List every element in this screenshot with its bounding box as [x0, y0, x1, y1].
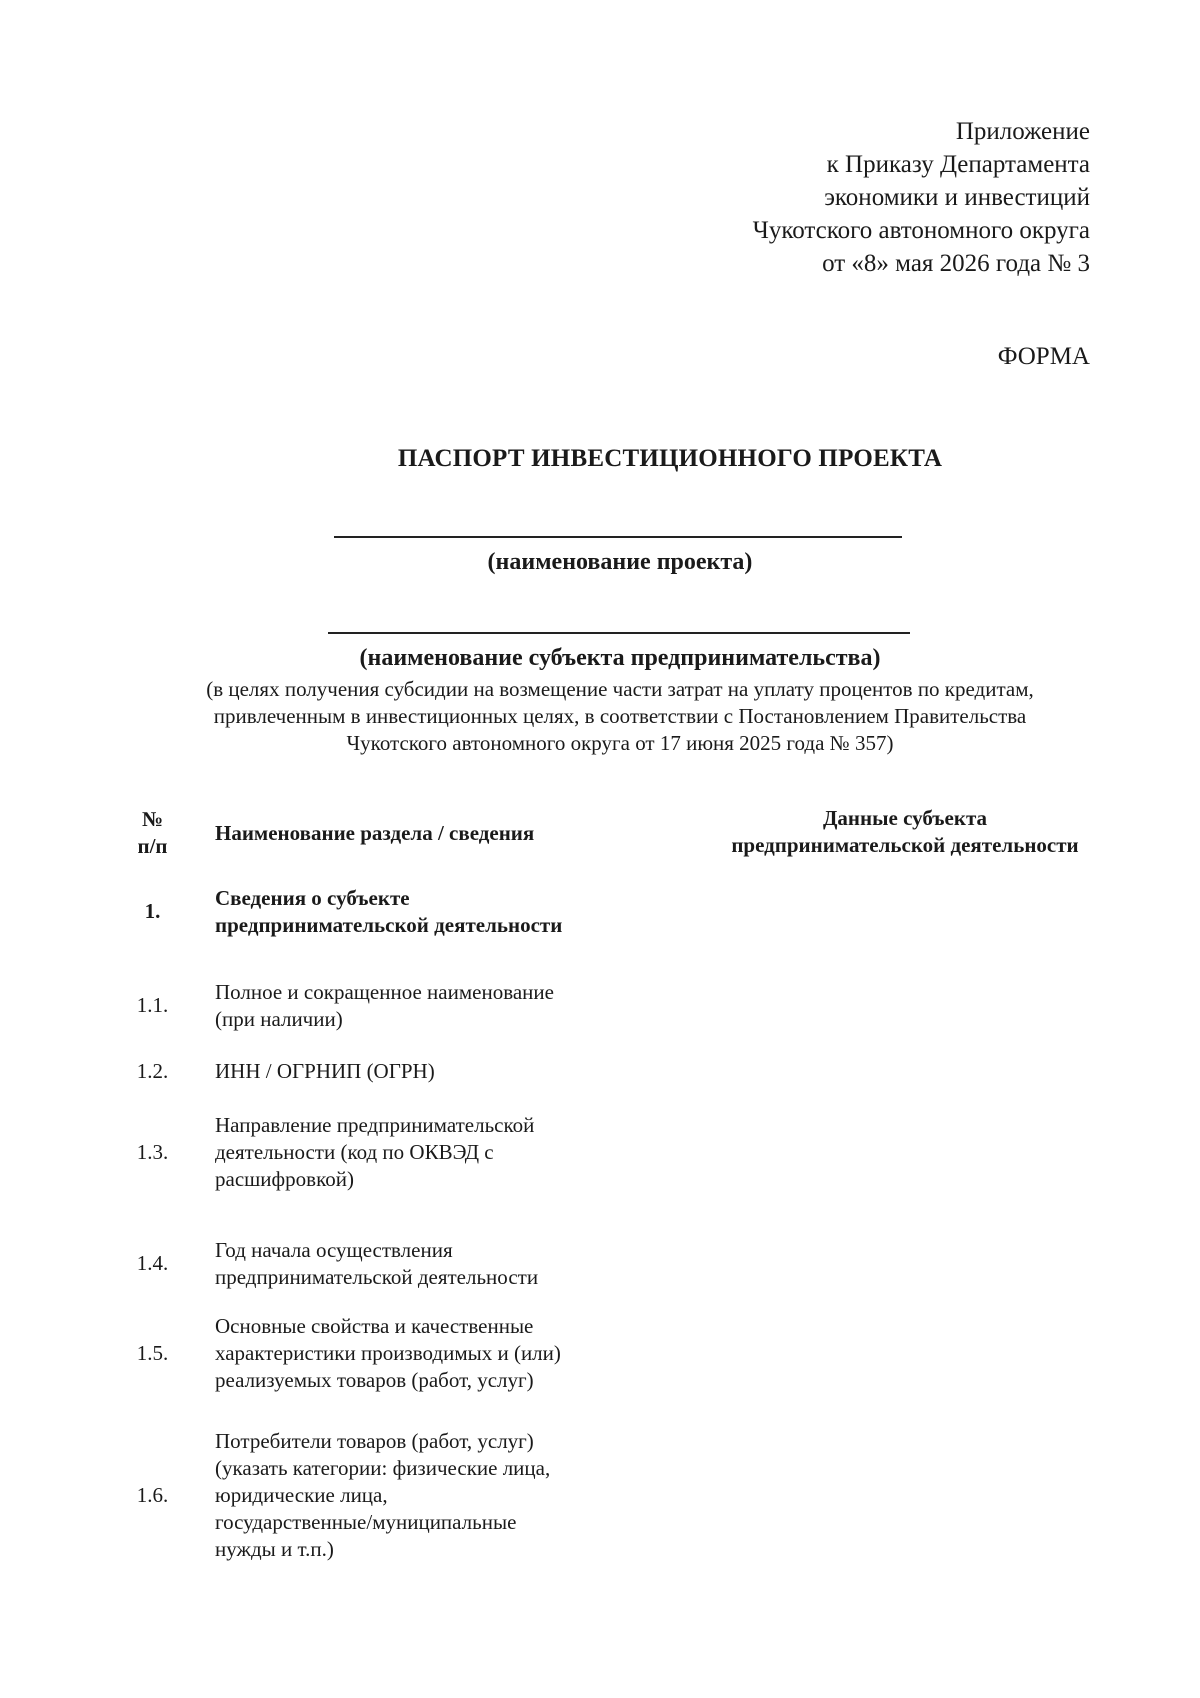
header-number-abbrev: п/п: [137, 834, 168, 858]
appendix-block: [753, 115, 1090, 280]
row-label: [215, 1112, 635, 1193]
row-label-line: Основные свойства и качественные: [215, 1314, 534, 1338]
purpose-note-line: Чукотского автономного округа от 17 июня 2025 года № 357): [346, 731, 894, 755]
purpose-note-line: привлеченным в инвестиционных целях, в соответствии с Постановлением Правительства: [213, 704, 1027, 728]
header-number-symbol: №: [141, 807, 164, 831]
header-section-name: Наименование раздела / сведения: [215, 821, 535, 845]
appendix-line: к Приказу Департамента: [826, 151, 1090, 178]
row-label-line: юридические лица,: [215, 1483, 388, 1507]
row-number: 1.4.: [136, 1251, 169, 1275]
row-number: 1.6.: [136, 1482, 169, 1507]
row-number: 1.: [144, 899, 161, 923]
document-title: ПАСПОРТ ИНВЕСТИЦИОННОГО ПРОЕКТА: [397, 445, 943, 472]
row-label-line: (при наличии): [215, 1007, 343, 1031]
appendix-line: Чукотского автономного округа: [752, 217, 1090, 244]
row-label-line: Полное и сокращенное наименование: [215, 980, 554, 1004]
row-number: 1.2.: [136, 1058, 169, 1083]
appendix-line: экономики и инвестиций: [824, 184, 1090, 211]
header-number: [125, 806, 180, 860]
row-label-line: Год начала осуществления: [215, 1238, 453, 1262]
row-label-line: деятельности (код по ОКВЭД с: [215, 1140, 494, 1164]
row-label-line: ИНН / ОГРНИП (ОГРН): [215, 1059, 435, 1083]
project-name-blank-line: [334, 536, 902, 538]
header-entity-data-line: предпринимательской деятельности: [731, 833, 1079, 857]
project-name-caption: (наименование проекта): [487, 549, 753, 575]
row-label-line: реализуемых товаров (работ, услуг): [215, 1368, 534, 1392]
row-label-line: Потребители товаров (работ, услуг): [215, 1429, 534, 1453]
row-label: [215, 979, 635, 1033]
row-label-line: предпринимательской деятельности: [215, 1265, 539, 1289]
entity-name-blank-line: [328, 632, 910, 634]
appendix-line: Приложение: [955, 118, 1090, 145]
row-number: 1.3.: [136, 1139, 169, 1164]
appendix-line: от «8» мая 2026 года № 3: [822, 250, 1090, 277]
row-label-line: Сведения о субъекте: [215, 886, 410, 910]
forma-label: ФОРМА: [997, 343, 1090, 370]
row-label: [215, 885, 635, 939]
row-number: 1.5.: [136, 1340, 169, 1365]
row-label-line: характеристики производимых и (или): [215, 1341, 561, 1365]
row-label: [215, 1237, 635, 1291]
row-label: [215, 1428, 635, 1563]
row-label: [215, 1313, 635, 1394]
row-number: 1.1.: [136, 993, 169, 1017]
header-entity-data-line: Данные субъекта: [822, 806, 988, 830]
purpose-note-line: (в целях получения субсидии на возмещение части затрат на уплату процентов по кредитам,: [206, 677, 1034, 701]
row-label-line: расшифровкой): [215, 1167, 354, 1191]
row-label-line: (указать категории: физические лица,: [215, 1456, 551, 1480]
row-label-line: предпринимательской деятельности: [215, 913, 563, 937]
entity-name-caption: (наименование субъекта предпринимательства): [359, 645, 881, 671]
purpose-note: [120, 676, 1120, 757]
header-entity-data: [690, 805, 1120, 859]
row-label-line: государственные/муниципальные: [215, 1510, 517, 1534]
row-label: [215, 1058, 635, 1085]
row-label-line: нужды и т.п.): [215, 1537, 334, 1561]
row-label-line: Направление предпринимательской: [215, 1113, 535, 1137]
